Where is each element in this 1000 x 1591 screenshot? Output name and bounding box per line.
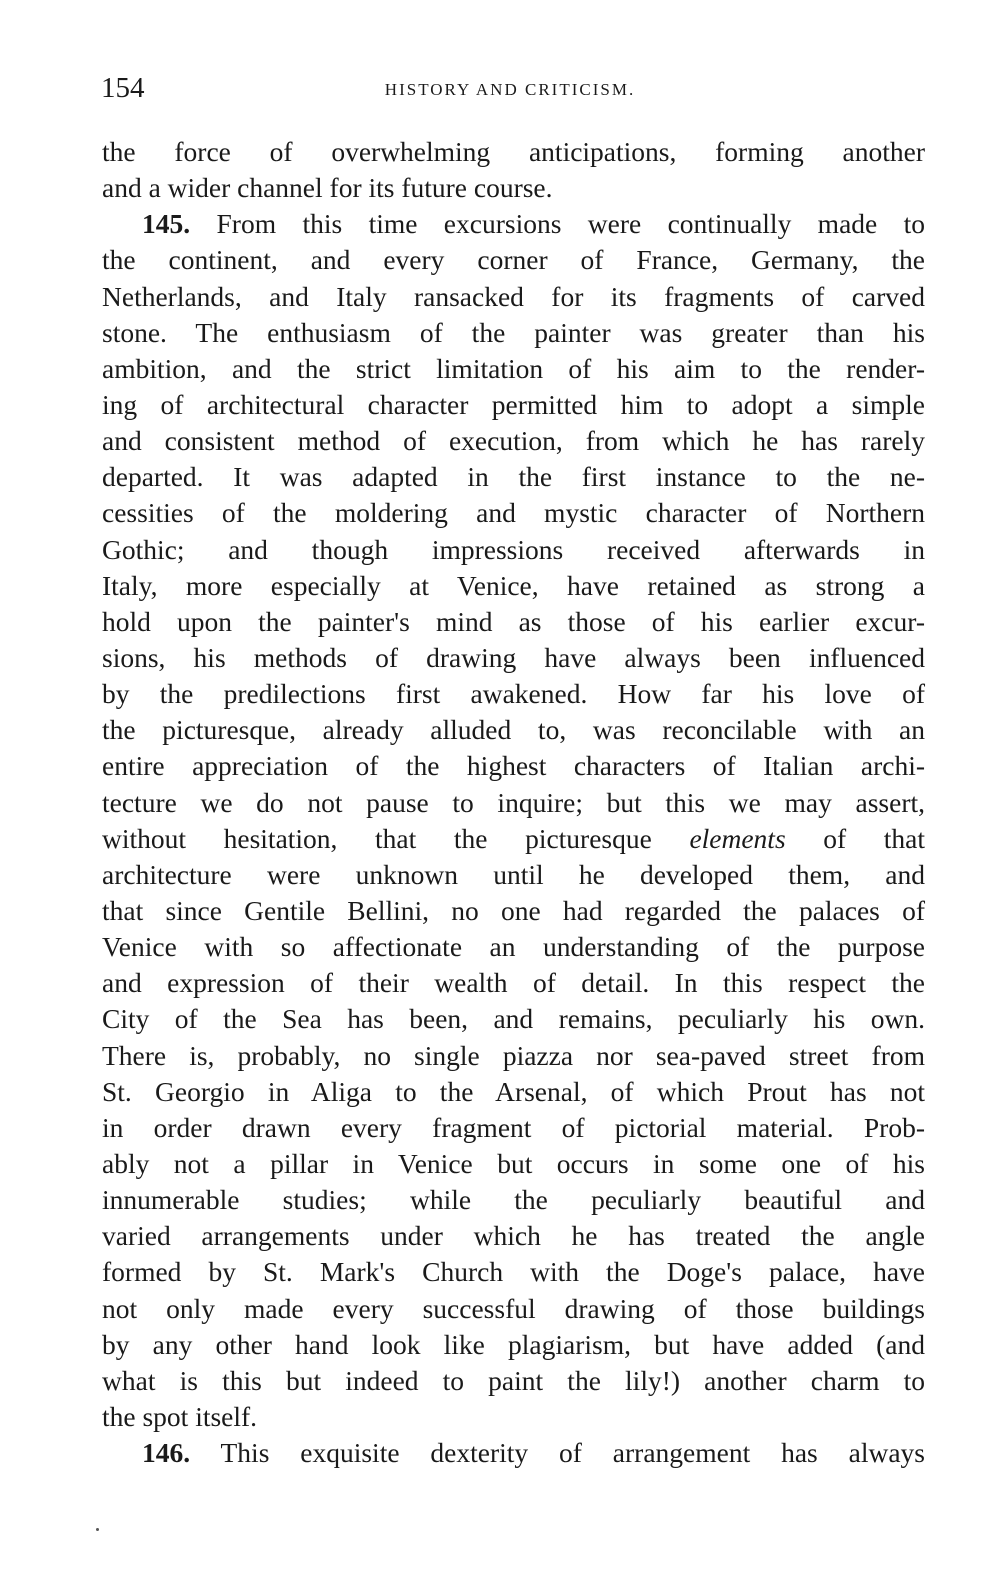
text-line bbox=[102, 206, 925, 242]
text-line: by the predilections first awakened. How far his love of bbox=[102, 678, 925, 710]
text-line: sions, his methods of drawing have always been influenced bbox=[102, 641, 925, 673]
text-line: the spot itself. bbox=[102, 1400, 258, 1432]
text-line: stone. The enthusiasm of the painter was greater than his bbox=[102, 316, 925, 348]
text-line: ing of architectural character permitted him to adopt a simple bbox=[102, 388, 925, 420]
text-line: ambition, and the strict limitation of his aim to the render- bbox=[102, 352, 925, 384]
italic-word: elements bbox=[689, 822, 786, 854]
text-line: cessities of the moldering and mystic character of Northern bbox=[102, 497, 925, 529]
text-line: and a wider channel for its future course. bbox=[102, 172, 553, 204]
text-line: architecture were unknown until he developed them, and bbox=[102, 858, 925, 890]
text-line: Netherlands, and Italy ransacked for its fragments of carved bbox=[102, 280, 925, 312]
text-line: ably not a pillar in Venice but occurs in some one of his bbox=[102, 1147, 925, 1179]
line-text: without hesitation, that the picturesque bbox=[102, 822, 690, 854]
text-line: Venice with so affectionate an understanding of the purpose bbox=[102, 931, 925, 963]
line-text: of that bbox=[785, 822, 926, 854]
stray-mark bbox=[96, 1528, 99, 1531]
text-line: entire appreciation of the highest characters of Italian archi- bbox=[102, 750, 925, 782]
text-line: that since Gentile Bellini, no one had regarded the palaces of bbox=[102, 894, 925, 926]
text-line: by any other hand look like plagiarism, but have added (and bbox=[102, 1328, 925, 1360]
paragraph-number: 145. bbox=[142, 208, 191, 240]
text-line: There is, probably, no single piazza nor sea-paved street from bbox=[102, 1039, 925, 1071]
body-text bbox=[102, 134, 925, 1471]
text-line: tecture we do not pause to inquire; but this we may assert, bbox=[102, 786, 925, 818]
text-line: the force of overwhelming anticipations, forming another bbox=[102, 136, 925, 167]
text-line: in order drawn every fragment of pictorial material. Prob- bbox=[102, 1111, 925, 1143]
text-line: the continent, and every corner of France, Germany, the bbox=[102, 244, 925, 276]
text-line: innumerable studies; while the peculiarly beautiful and bbox=[102, 1184, 925, 1216]
line-text: From this time excursions were continually made to bbox=[216, 208, 925, 240]
text-line: and expression of their wealth of detail. In this respect the bbox=[102, 967, 925, 999]
text-line: varied arrangements under which he has treated the angle bbox=[102, 1220, 925, 1252]
page-number: 154 bbox=[101, 72, 145, 104]
text-line: Gothic; and though impressions received afterwards in bbox=[102, 533, 925, 565]
running-title: HISTORY AND CRITICISM. bbox=[384, 80, 636, 99]
text-line bbox=[102, 821, 925, 857]
line-text: This exquisite dexterity of arrangement has always bbox=[220, 1437, 925, 1469]
paragraph-number: 146. bbox=[142, 1437, 191, 1469]
text-line: and consistent method of execution, from which he has rarely bbox=[102, 425, 925, 457]
text-line: what is this but indeed to paint the lily!) another charm to bbox=[102, 1364, 925, 1396]
text-line bbox=[102, 1435, 925, 1471]
text-line: not only made every successful drawing of those buildings bbox=[102, 1292, 925, 1324]
text-line: departed. It was adapted in the first instance to the ne- bbox=[102, 461, 925, 493]
text-line: City of the Sea has been, and remains, peculiarly his own. bbox=[102, 1003, 925, 1035]
text-line: Italy, more especially at Venice, have retained as strong a bbox=[102, 569, 925, 601]
text-line: hold upon the painter's mind as those of his earlier excur- bbox=[102, 605, 925, 637]
text-line: formed by St. Mark's Church with the Doge's palace, have bbox=[102, 1256, 925, 1288]
text-line: the picturesque, already alluded to, was reconcilable with an bbox=[102, 714, 925, 746]
text-line: St. Georgio in Aliga to the Arsenal, of which Prout has not bbox=[102, 1075, 925, 1107]
